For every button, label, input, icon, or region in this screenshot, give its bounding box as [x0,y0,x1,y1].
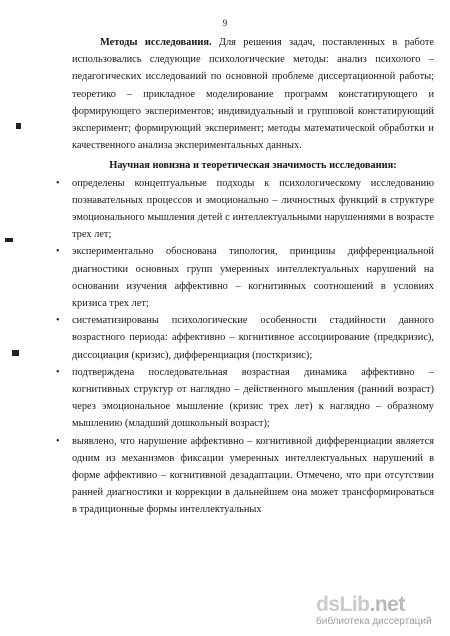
document-body [56,34,434,519]
list-item [56,433,434,519]
bullet-icon: • [56,177,60,189]
list-item [56,364,434,433]
novelty-heading: Научная новизна и теоретическая значимость исследования: [109,160,397,172]
bullet-icon: • [56,315,60,327]
list-item [56,243,434,312]
watermark-logo: dsLib.net [316,593,405,616]
list-item [56,175,434,244]
watermark [316,594,436,628]
bullet-icon: • [56,435,60,447]
page-number: 9 [222,18,228,28]
list-item-text: систематизированы психологические особенности стадийности данного возрастного периода: аффективно – когнитивное ассоциирование (предкризис), диссоциация (кризис), дифференциация (посткризис); [72,315,434,361]
watermark-subtitle: библиотека диссертаций [316,616,432,627]
list-item-text: подтверждена последовательная возрастная динамика аффективно – когнитивных структур от наглядно – действенного мышления (ранний возраст) через эмоциональное мышление (кризис трех лет) к наглядно – образному мышлению (младший дошкольный возраст); [72,366,434,430]
list-item-text: определены концептуальные подходы к психологическому исследованию познавательных процессов и эмоционально – личностных функций в структуре эмоционального мышления детей с интеллектуальными нарушениями в возрасте трех лет; [72,177,434,241]
bullet-icon: • [56,246,60,258]
scan-mark [12,350,19,356]
methods-paragraph [72,34,434,154]
scan-mark [5,238,13,242]
methods-label: Методы исследования. [100,37,212,48]
list-item [56,312,434,364]
list-item-text: экспериментально обоснована типология, принципы дифференциальной диагностики основных групп умеренных интеллектуальных нарушений на основании изучения аффективно – когнитивных соотношений в условиях кризиса трех лет; [72,246,434,310]
novelty-list [56,175,434,519]
bullet-icon: • [56,366,60,378]
list-item-text: выявлено, что нарушение аффективно – когнитивной дифференциации является одним из механизмов фиксации умеренных интеллектуальных нарушений в форме аффективно – когнитивной дезадаптации. Отмечено, что при отсутствии ранней диагностики и коррекции в дальнейшем она может трансформироваться в традиционные формы интеллектуальных [72,435,434,516]
methods-text: Для решения задач, поставленных в работе использовались следующие психологические методы: анализ психолого – педагогических исследований по основной проблеме диссертационной работы; теоретико – прикладное моделирование программ констатирующего и формирующего экспериментов; индивидуальный и групповой констатирующий эксперимент; формирующий эксперимент; методы математической обработки и качественного анализа экспериментальных данных. [72,37,434,152]
scan-mark [16,123,21,129]
